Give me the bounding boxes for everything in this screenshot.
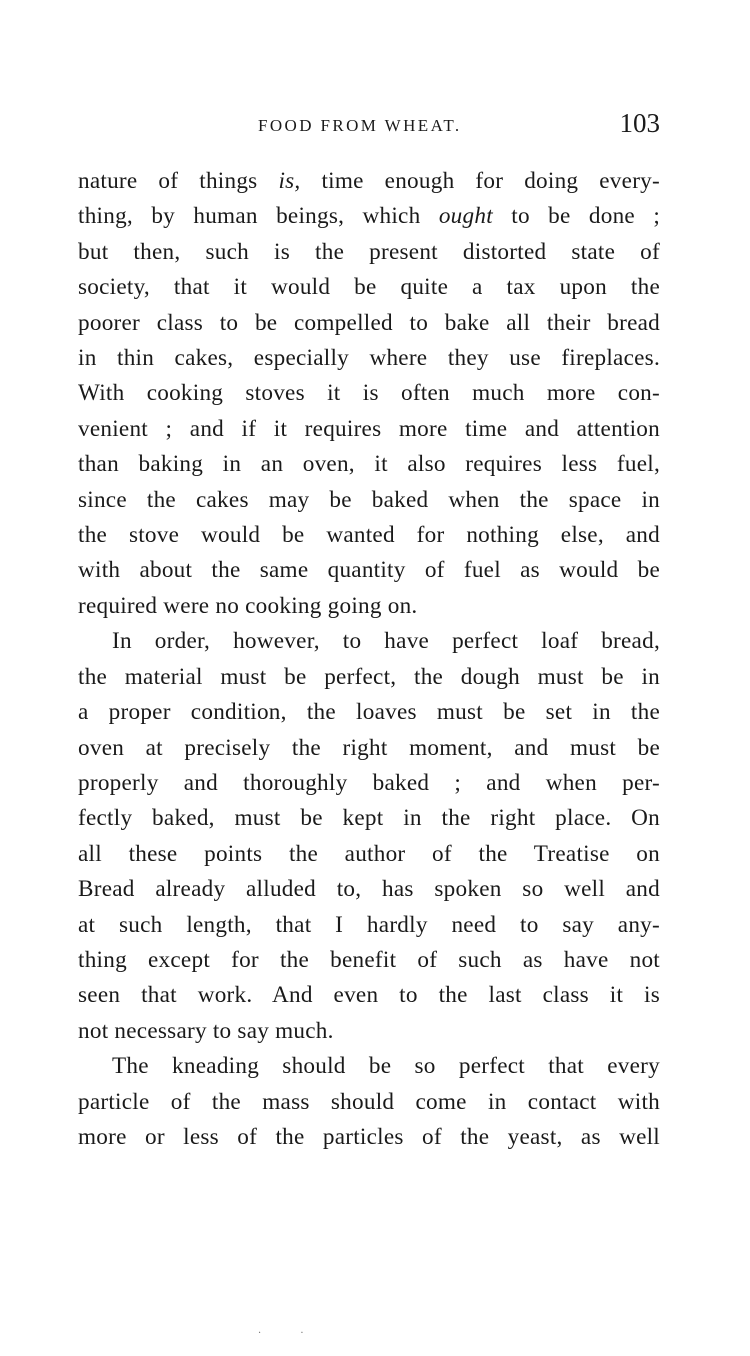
text-run: nature of things [78,168,279,194]
text-line [78,341,660,376]
text-line [78,306,660,341]
running-head [78,108,660,144]
text-run: fectly baked, must be kept in the right place. On [78,805,660,832]
text-line [78,164,660,199]
text-run: than baking in an oven, it also requires less fuel, [78,451,660,478]
text-line [78,801,660,836]
text-line [78,837,660,872]
text-line [78,518,660,553]
text-line [78,1014,660,1049]
text-line [78,624,660,659]
paragraph [78,1049,660,1155]
text-line [78,589,660,624]
body-text [78,164,660,1155]
text-run: With cooking stoves it is often much more con- [78,380,660,407]
text-run: the material must be perfect, the dough must be in [78,663,660,690]
text-line [78,943,660,978]
text-line [78,766,660,801]
text-run: at such length, that I hardly need to say any- [78,911,660,938]
text-line [78,1120,660,1155]
text-run: the stove would be wanted for nothing else, and [78,522,660,549]
text-run: society, that it would be quite a tax upon the [78,274,660,301]
text-run: all these points the author of the Treatise on [78,840,660,867]
text-line [78,270,660,305]
text-run: but then, such is the present distorted state of [78,238,660,265]
text-line [78,978,660,1013]
text-run: required were no cooking going on. [78,592,418,619]
text-run: poorer class to be compelled to bake all their bread [78,309,660,336]
text-line [78,660,660,695]
text-line [78,235,660,270]
text-line [78,376,660,411]
text-run: to be done ; [492,203,661,230]
print-specks: · · [258,1328,322,1339]
text-line [78,553,660,588]
text-run: oven at precisely the right moment, and must be [78,734,660,761]
text-line [78,1085,660,1120]
text-run: venient ; and if it requires more time and attention [78,415,660,442]
text-line [78,412,660,447]
text-run: particle of the mass should come in contact with [78,1088,660,1115]
page-number: 103 [619,108,660,138]
text-line [78,483,660,518]
text-run: not necessary to say much. [78,1017,334,1044]
text-run: thing, by human beings, which [78,203,439,230]
text-run: seen that work. And even to the last class it is [78,982,660,1009]
text-line [78,199,660,234]
text-line [78,447,660,482]
text-line [78,695,660,730]
text-run: In order, however, to have perfect loaf bread, [112,628,660,655]
text-run: properly and thoroughly baked ; and when per- [78,769,660,796]
text-run: The kneading should be so perfect that every [112,1053,660,1080]
italic-text: is, [278,168,301,194]
text-run: with about the same quantity of fuel as would be [78,557,660,584]
running-title: FOOD FROM WHEAT. [258,116,462,135]
text-run: a proper condition, the loaves must be set in the [78,699,660,726]
text-run: in thin cakes, especially where they use fireplaces. [78,345,660,372]
text-line [78,1049,660,1084]
text-line [78,731,660,766]
text-run: time enough for doing every- [300,168,660,194]
text-run: thing except for the benefit of such as have not [78,946,660,973]
text-run: since the cakes may be baked when the space in [78,486,660,513]
text-line [78,872,660,907]
text-run: more or less of the particles of the yeast, as well [78,1123,660,1150]
italic-text: ought [438,203,493,230]
text-line [78,908,660,943]
paragraph [78,624,660,1049]
paragraph [78,164,660,624]
text-run: Bread already alluded to, has spoken so well and [78,876,660,903]
